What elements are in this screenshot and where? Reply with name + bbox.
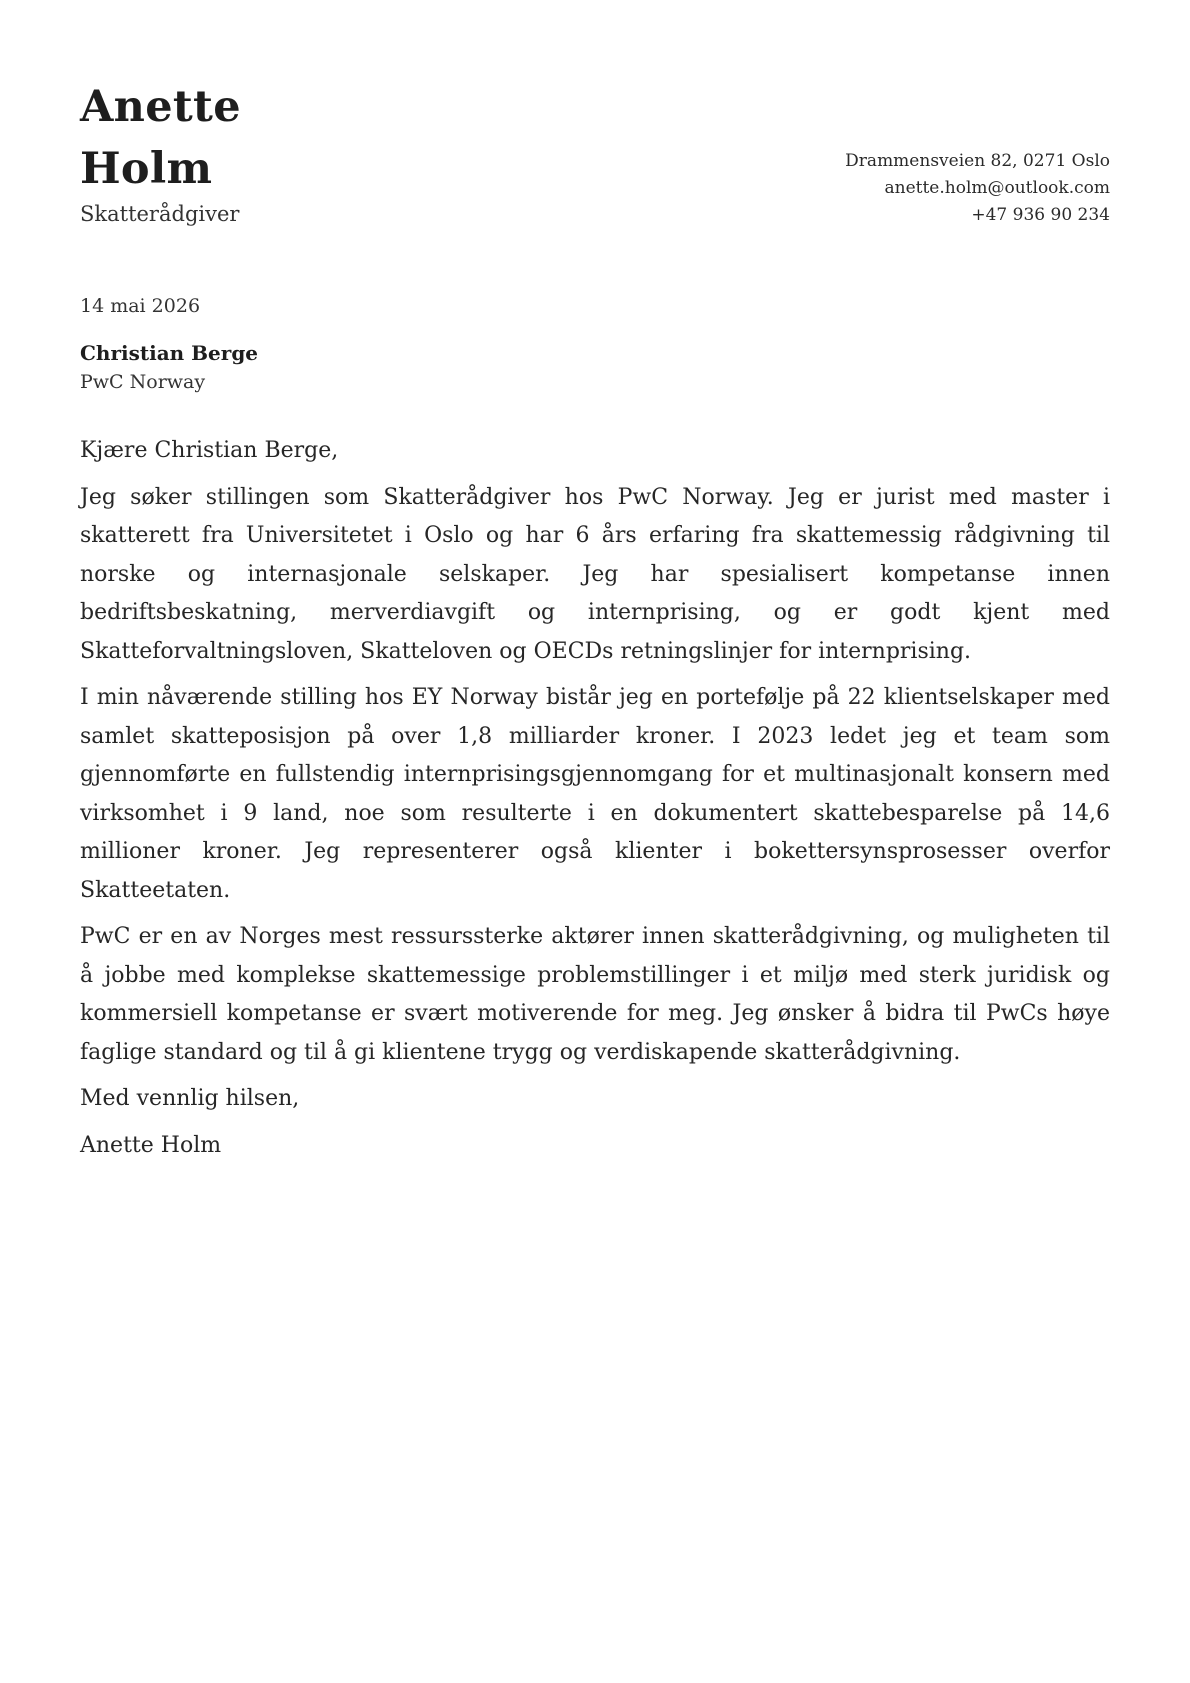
sender-last-name: Holm [80,144,213,194]
letter-paragraph: Jeg søker stillingen som Skatterådgiver hos PwC Norway. Jeg er jurist med master i skatterett fra Universitetet i Oslo og har 6 års erfaring fra skattemessig rådgivning til norske og internasjonale selskaper. Jeg har spesialisert kompetanse innen bedriftsbeskatning, merverdiavgift og internprising, og er godt kjent med Skatteforvaltningsloven, Skatteloven og OECDs retningslinjer for internprising. [80,484,1110,664]
letter-paragraph: I min nåværende stilling hos EY Norway bistår jeg en portefølje på 22 klientselskaper med samlet skatteposisjon på over 1,8 milliarder kroner. I 2023 ledet jeg et team som gjennomførte en fullstendig internprisingsgjennomgang for et multinasjonalt konsern med virksomhet i 9 land, noe som resulterte i en dokumentert skattebesparelse på 14,6 millioner kroner. Jeg representerer også klienter i bokettersynsprosesser overfor Skatteetaten. [80,685,1110,903]
letter-closing: Med vennlig hilsen, [80,1086,300,1111]
sender-contact [845,148,1110,229]
sender-first-name: Anette [80,82,241,132]
letter-paragraph: PwC er en av Norges mest ressurssterke aktører innen skatterådgivning, og muligheten til å jobbe med komplekse skattemessige problemstillinger i et miljø med sterk juridisk og kommersiell kompetanse er svært motiverende for meg. Jeg ønsker å bidra til PwCs høye faglige standard og til å gi klientene trygg og verdiskapende skatterådgivning. [80,924,1110,1065]
sender-address: Drammensveien 82, 0271 Oslo [845,151,1110,171]
letter-signature: Anette Holm [80,1132,222,1158]
letter-body [80,432,1110,1173]
cover-letter-page [80,0,1110,1683]
sender-title: Skatterådgiver [80,202,240,226]
sender-phone: +47 936 90 234 [971,205,1110,225]
recipient-company: PwC Norway [80,371,206,393]
letter-header [80,0,1110,235]
recipient-name: Christian Berge [80,341,259,365]
letter-date: 14 mai 2026 [80,295,201,317]
sender-name [80,76,241,200]
letter-greeting: Kjære Christian Berge, [80,438,339,463]
sender-email: anette.holm@outlook.com [884,178,1110,198]
